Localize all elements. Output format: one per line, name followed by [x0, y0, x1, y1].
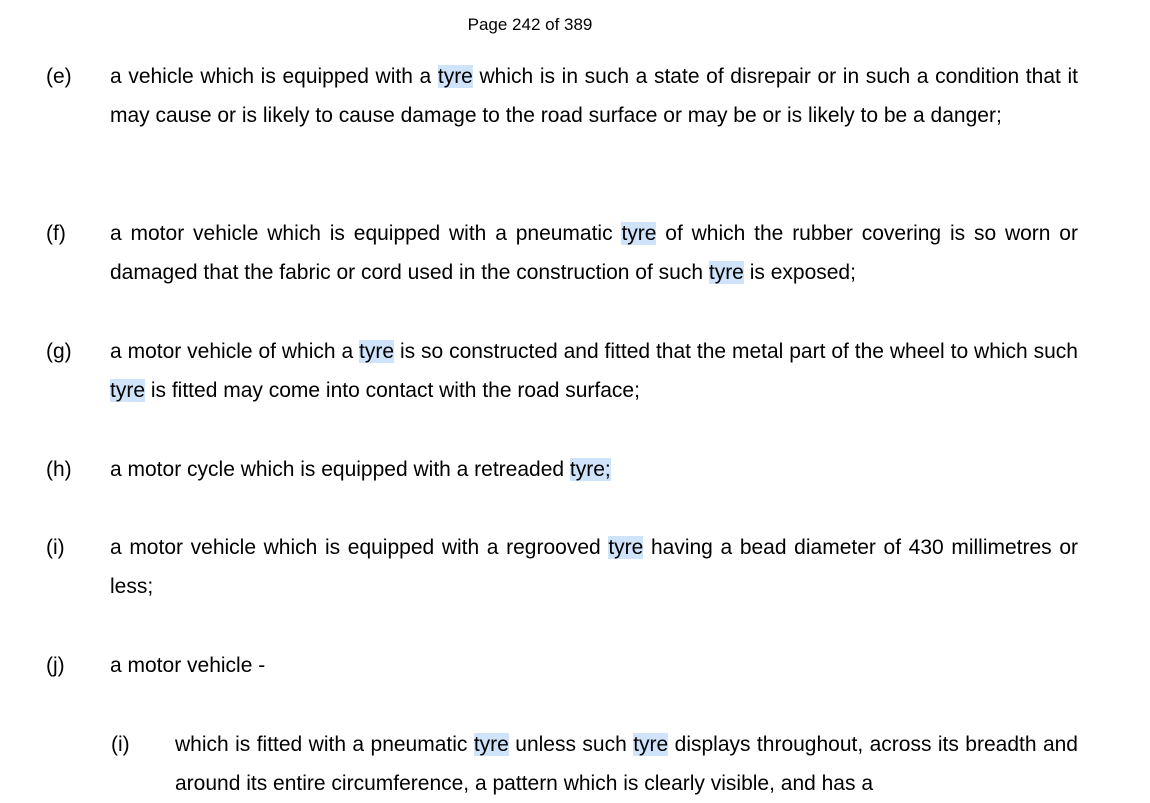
subclause-text: which is fitted with a pneumatic tyre unless such tyre displays throughout, across its breadth and around its entire circumference, a pattern which is clearly visible, and has a [175, 733, 1078, 795]
search-highlight[interactable]: tyre [608, 536, 644, 559]
clause-label: (j) [46, 654, 65, 677]
clause-text: a motor vehicle of which a tyre is so constructed and fitted that the metal part of the wheel to which such tyre is fitted may come into contact with the road surface; [110, 340, 1078, 402]
clause-text: a vehicle which is equipped with a tyre which is in such a state of disrepair or in such a condition that it may cause or is likely to cause damage to the road surface or may be or is likely to be a danger; [110, 65, 1078, 127]
clause-text: a motor vehicle which is equipped with a pneumatic tyre of which the rubber covering is so worn or damaged that the fabric or cord used in the construction of such tyre is exposed; [110, 222, 1078, 284]
clause-label: (h) [46, 458, 72, 481]
search-highlight[interactable]: tyre [708, 261, 744, 284]
search-highlight[interactable]: tyre [437, 65, 473, 88]
clause-label: (g) [46, 340, 72, 363]
search-highlight[interactable]: tyre; [569, 458, 611, 481]
clause-label: (i) [46, 536, 65, 559]
clause-text: a motor vehicle - [110, 654, 266, 677]
subclause-label: (i) [111, 733, 130, 756]
search-highlight[interactable]: tyre [473, 733, 509, 756]
page-indicator: Page 242 of 389 [467, 15, 593, 34]
clause-text: a motor cycle which is equipped with a retreaded tyre; [110, 458, 611, 481]
clause-text: a motor vehicle which is equipped with a regrooved tyre having a bead diameter of 430 millimetres or less; [110, 536, 1078, 598]
search-highlight[interactable]: tyre [359, 340, 395, 363]
search-highlight[interactable]: tyre [633, 733, 669, 756]
clause-label: (f) [46, 222, 66, 245]
search-highlight[interactable]: tyre [621, 222, 657, 245]
search-highlight[interactable]: tyre [110, 379, 146, 402]
clause-label: (e) [46, 65, 72, 88]
